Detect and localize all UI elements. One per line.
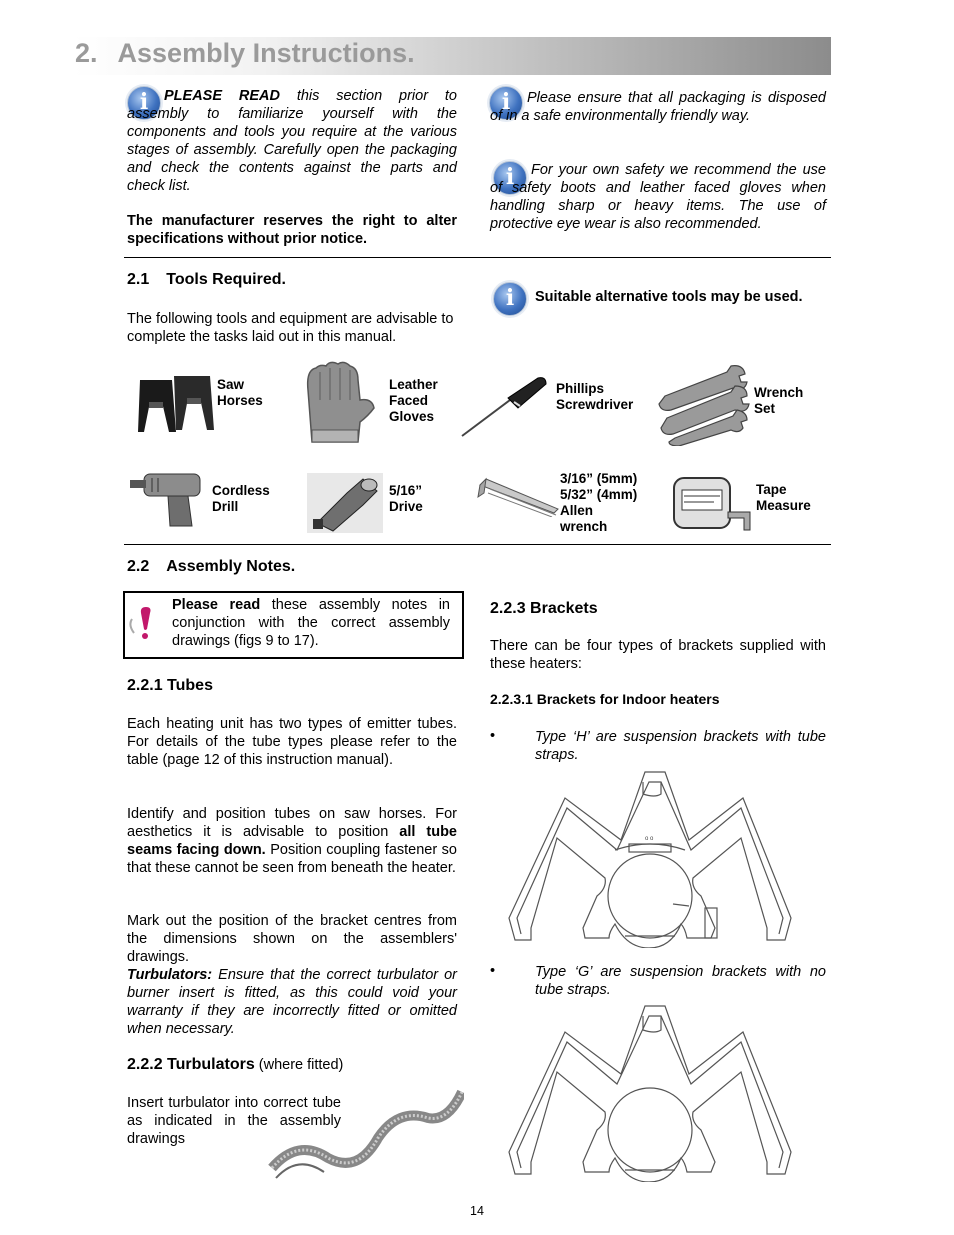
tubes-p2-start: Identify and position tubes on saw horses. For aesthetics it is advisable to position [127,806,457,840]
tool-label: Wrench Set [754,385,804,416]
divider [124,257,831,258]
notes-heading-text: Assembly Notes. [166,558,296,575]
page-title [75,38,415,69]
notes-heading [127,558,295,576]
turbulator-illustration [268,1088,464,1182]
indoor-brackets-heading: 2.2.3.1 Brackets for Indoor heaters [490,691,720,707]
type-h-bracket-drawing [505,768,795,948]
gloves-icon [302,360,380,446]
turbulators-body: Insert turbulator into correct tube as indicated in the assembly drawings [127,1095,341,1147]
tool-label: Leather Faced Gloves [389,377,438,424]
tool-label: Cordless Drill [212,483,270,514]
tools-heading-text: Tools Required. [166,271,286,288]
type-g-bracket-drawing [505,1002,795,1182]
section-number: 2. [75,38,98,68]
bullet-type-h: Type ‘H’ are suspension brackets with tube straps. [535,729,826,763]
brackets-intro: There can be four types of brackets supplied with these heaters: [490,638,826,672]
socket-drive-icon [307,473,383,533]
please-read-text: this section prior to assembly to familiarize yourself with the components and tools you require at the various stages of assembly. Carefully open the packaging and check the contents against the parts and check list. [127,88,457,194]
tool-label: 3/16” (5mm) 5/32” (4mm) Allen wrench [560,471,638,534]
packaging-note: Please ensure that all packaging is disposed of in a safe environmentally friendly way. [490,90,826,124]
page-number: 14 [470,1204,484,1218]
allen-wrench-icon [474,473,560,517]
bullet-dot: • [490,963,496,979]
warning-label: Please read [172,597,261,613]
screwdriver-icon [458,372,550,440]
turbulators-warning [127,966,457,1038]
divider [124,544,831,545]
tools-heading [127,271,286,289]
tool-label: 5/16” Drive [389,483,423,514]
section-title: Assembly Instructions. [117,38,415,68]
saw-horses-icon [136,372,216,434]
tubes-p2-emphasis: all tube seams facing down. [127,824,457,858]
alternative-tools-note: Suitable alternative tools may be used. [535,289,803,305]
turbulators-heading [127,1056,343,1074]
svg-text:o o: o o [645,836,654,842]
brackets-heading: 2.2.3 Brackets [490,600,598,617]
tool-label: Tape Measure [756,482,811,513]
please-read-paragraph [127,87,457,195]
turbulators-warning-label: Turbulators: [127,967,213,983]
tubes-paragraph-2 [127,805,457,877]
tools-intro: The following tools and equipment are advisable to complete the tasks laid out in this manual. [127,311,454,345]
tubes-heading: 2.2.1 Tubes [127,677,213,694]
warning-exclamation-icon [128,605,158,641]
tools-heading-number: 2.1 [127,271,150,288]
wrench-icon [655,362,751,446]
turbulators-heading-suffix: (where fitted) [258,1057,344,1073]
bullet-dot: • [490,728,496,744]
drill-icon [128,470,208,528]
please-read-label: PLEASE READ [164,88,280,104]
notes-heading-number: 2.2 [127,558,150,575]
manufacturer-note: The manufacturer reserves the right to alter specifications without prior notice. [127,213,457,247]
safety-note: For your own safety we recommend the use of safety boots and leather faced gloves when handling sharp or heavy items. The use of protective eye wear is also recommended. [490,162,826,232]
turbulators-heading-text: 2.2.2 Turbulators [127,1056,255,1073]
bullet-type-g: Type ‘G’ are suspension brackets with no tube straps. [535,964,826,998]
warning-body: these assembly notes in conjunction with the correct assembly drawings (figs 9 to 17). [172,597,450,649]
tubes-paragraph-1: Each heating unit has two types of emitter tubes. For details of the tube types please refer to the table (page 12 of this instruction manual). [127,716,457,768]
tape-measure-icon [670,472,752,534]
warning-text [172,596,450,650]
tubes-p2-end: Position coupling fastener so that these cannot be seen from beneath the heater. [127,842,457,876]
tool-label: Phillips Screwdriver [556,381,634,412]
tool-label: Saw Horses [217,377,263,408]
tubes-paragraph-3: Mark out the position of the bracket centres from the dimensions shown on the assemblers' drawings. [127,913,457,965]
info-icon [493,282,527,316]
turbulators-warning-text: Ensure that the correct turbulator or burner insert is fitted, as this could void your warranty if they are incorrectly fitted or omitted when necessary. [127,967,457,1037]
